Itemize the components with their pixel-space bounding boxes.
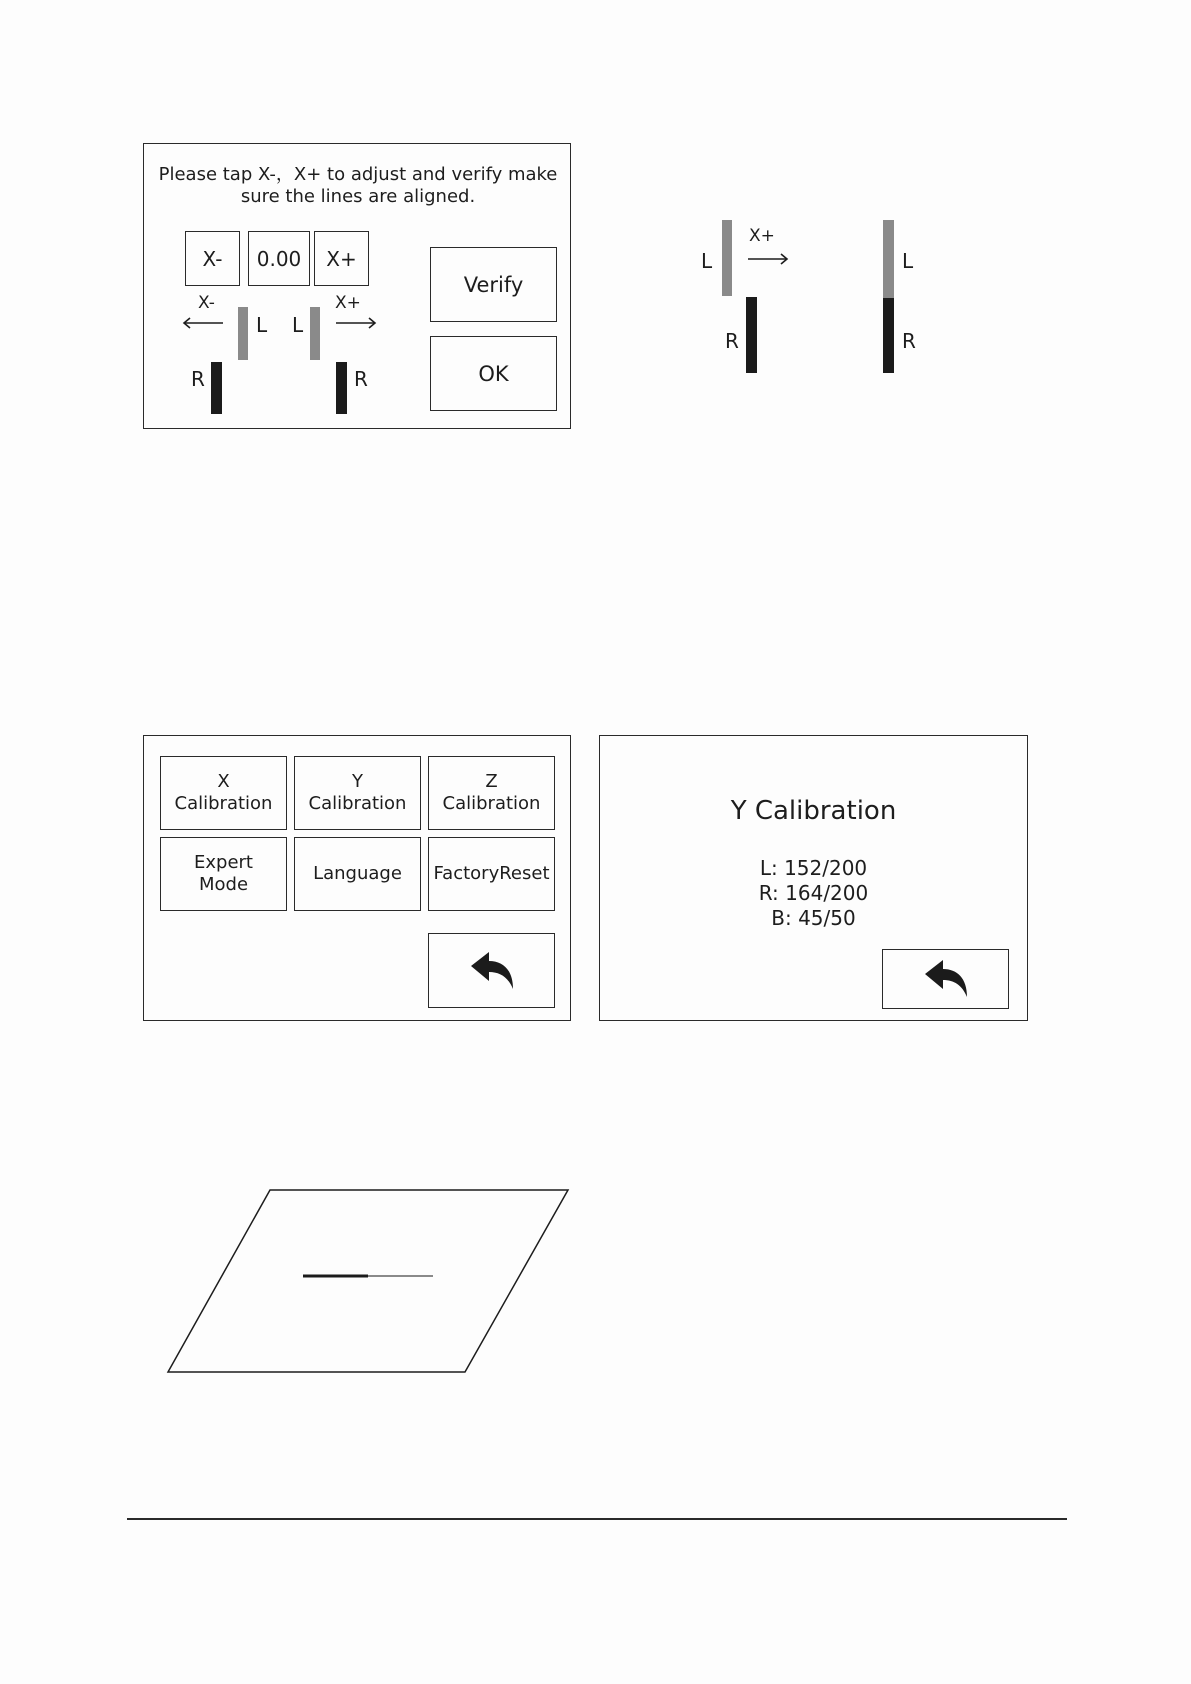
left-line-bar [310, 307, 320, 360]
calibration-menu-panel [143, 735, 571, 1021]
left-line-label: L [701, 249, 713, 273]
x-calibration-label-line1: X [217, 771, 230, 792]
left-value: L: 152/200 [759, 856, 868, 880]
verify-button[interactable]: Verify [430, 247, 557, 322]
alignment-figure [690, 210, 950, 380]
back-arrow-icon [923, 959, 969, 999]
right-line-label: R [725, 329, 739, 353]
left-line-label: L [256, 313, 268, 337]
factory-reset-button[interactable]: FactoryReset [428, 837, 555, 911]
x-calibration-label-line2: Calibration [174, 793, 273, 814]
b-value: B: 45/50 [771, 906, 856, 930]
right-line-label: R [191, 367, 205, 391]
expert-mode-label-line2: Mode [198, 874, 249, 895]
build-plate-outline [168, 1190, 568, 1372]
y-calibration-label-line2: Calibration [308, 793, 407, 814]
right-arrow-icon [335, 317, 377, 329]
right-line-label: R [902, 329, 916, 353]
z-calibration-button[interactable] [428, 756, 555, 830]
x-plus-arrow-label: X+ [335, 293, 361, 313]
left-line-bar [722, 220, 732, 296]
y-calibration-button[interactable] [294, 756, 421, 830]
expert-mode-label-line1: Expert [194, 852, 253, 873]
x-calibration-panel [143, 143, 571, 429]
x-plus-button[interactable]: X+ [314, 231, 369, 286]
left-arrow-icon [182, 317, 224, 329]
y-calibration-label-line1: Y [352, 771, 363, 792]
expert-mode-button[interactable] [160, 837, 287, 911]
x-calibration-button[interactable] [160, 756, 287, 830]
z-calibration-label-line2: Calibration [442, 793, 541, 814]
left-line-label: L [292, 313, 304, 337]
x-plus-arrow-label: X+ [749, 226, 775, 246]
back-arrow-icon [469, 951, 515, 991]
right-line-bar [336, 362, 347, 414]
x-minus-arrow-label: X- [198, 293, 215, 313]
y-calibration-panel [599, 735, 1028, 1021]
right-line-bar [746, 297, 757, 373]
footer-rule [127, 1518, 1067, 1520]
back-button[interactable] [882, 949, 1009, 1009]
page-title: Y Calibration [730, 796, 897, 826]
build-plate-figure [160, 1180, 580, 1380]
right-line-bar [211, 362, 222, 414]
aligned-right-line-bar [883, 298, 894, 373]
ok-button[interactable]: OK [430, 336, 557, 411]
z-calibration-label-line1: Z [485, 771, 498, 792]
back-button[interactable] [428, 933, 555, 1008]
instruction-text: Please tap X-，X+ to adjust and verify make sure the lines are aligned. [158, 164, 558, 207]
aligned-left-line-bar [883, 220, 894, 298]
right-value: R: 164/200 [758, 881, 869, 905]
left-line-bar [238, 307, 248, 360]
right-arrow-icon [747, 253, 789, 265]
x-minus-button[interactable]: X- [185, 231, 240, 286]
left-line-label: L [902, 249, 914, 273]
language-button[interactable]: Language [294, 837, 421, 911]
right-line-label: R [354, 367, 368, 391]
x-offset-value: 0.00 [248, 231, 310, 286]
